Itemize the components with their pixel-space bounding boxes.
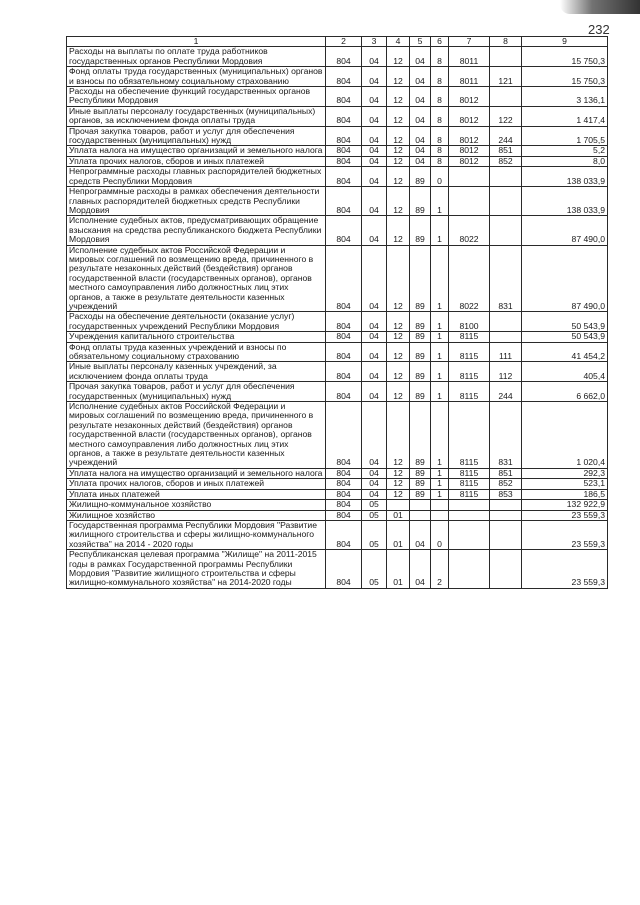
expense-name: Жилищно-коммунальное хозяйство xyxy=(67,500,326,510)
target-article-code: 8115 xyxy=(449,489,490,499)
subsection-code: 12 xyxy=(387,146,410,156)
subsection-code: 12 xyxy=(387,312,410,332)
table-row xyxy=(67,126,608,146)
table-row xyxy=(67,87,608,107)
ministry-code: 804 xyxy=(326,187,362,216)
subsection-code: 12 xyxy=(387,489,410,499)
table-row xyxy=(67,402,608,469)
program-code: 89 xyxy=(410,382,431,402)
section-code: 04 xyxy=(362,342,387,362)
program-code: 04 xyxy=(410,67,431,87)
section-code: 04 xyxy=(362,382,387,402)
table-row xyxy=(67,342,608,362)
amount: 15 750,3 xyxy=(522,67,608,87)
subprogram-code: 8 xyxy=(431,126,449,146)
ministry-code: 804 xyxy=(326,479,362,489)
target-article-code: 8115 xyxy=(449,332,490,342)
expense-type-code xyxy=(490,87,522,107)
subprogram-code: 1 xyxy=(431,332,449,342)
program-code: 89 xyxy=(410,468,431,478)
table-row xyxy=(67,156,608,166)
section-code: 05 xyxy=(362,500,387,510)
subsection-code: 01 xyxy=(387,550,410,589)
ministry-code: 804 xyxy=(326,216,362,245)
subprogram-code: 1 xyxy=(431,402,449,469)
expense-name: Жилищное хозяйство xyxy=(67,510,326,520)
target-article-code: 8115 xyxy=(449,362,490,382)
subsection-code: 12 xyxy=(387,187,410,216)
amount: 50 543,9 xyxy=(522,312,608,332)
expense-name: Учреждения капитального строительства xyxy=(67,332,326,342)
section-code: 04 xyxy=(362,106,387,126)
table-row xyxy=(67,362,608,382)
table-row xyxy=(67,312,608,332)
budget-table xyxy=(66,36,608,589)
table-row xyxy=(67,520,608,549)
subsection-code: 12 xyxy=(387,87,410,107)
ministry-code: 804 xyxy=(326,510,362,520)
program-code: 89 xyxy=(410,479,431,489)
ministry-code: 804 xyxy=(326,332,362,342)
program-code: 04 xyxy=(410,106,431,126)
ministry-code: 804 xyxy=(326,67,362,87)
section-code: 04 xyxy=(362,216,387,245)
section-code: 04 xyxy=(362,146,387,156)
target-article-code: 8012 xyxy=(449,126,490,146)
amount: 23 559,3 xyxy=(522,550,608,589)
expense-name: Уплата прочих налогов, сборов и иных платежей xyxy=(67,479,326,489)
ministry-code: 804 xyxy=(326,468,362,478)
expense-type-code: 852 xyxy=(490,479,522,489)
subprogram-code: 8 xyxy=(431,87,449,107)
amount: 6 662,0 xyxy=(522,382,608,402)
target-article-code: 8115 xyxy=(449,382,490,402)
amount: 405,4 xyxy=(522,362,608,382)
subprogram-code: 1 xyxy=(431,187,449,216)
column-header: 1 xyxy=(67,37,326,47)
amount: 186,5 xyxy=(522,489,608,499)
section-code: 04 xyxy=(362,402,387,469)
subprogram-code xyxy=(431,500,449,510)
amount: 523,1 xyxy=(522,479,608,489)
ministry-code: 804 xyxy=(326,156,362,166)
subsection-code: 12 xyxy=(387,468,410,478)
program-code: 89 xyxy=(410,489,431,499)
expense-name: Исполнение судебных актов Российской Федерации и мировых соглашений по возмещению вреда, причиненного в результате незаконных действий (бездействия) органов государственной власти (государственных органов), органов местного самоуправления либо должностных лиц этих органов, а также в результате деятельности казенных учреждений xyxy=(67,245,326,312)
program-code: 04 xyxy=(410,520,431,549)
table-row xyxy=(67,216,608,245)
expense-type-code xyxy=(490,187,522,216)
target-article-code xyxy=(449,550,490,589)
subsection-code: 12 xyxy=(387,332,410,342)
expense-type-code: 853 xyxy=(490,489,522,499)
section-code: 04 xyxy=(362,245,387,312)
section-code: 04 xyxy=(362,468,387,478)
amount: 87 490,0 xyxy=(522,216,608,245)
expense-name: Прочая закупка товаров, работ и услуг для обеспечения государственных (муниципальных) нужд xyxy=(67,126,326,146)
ministry-code: 804 xyxy=(326,87,362,107)
target-article-code xyxy=(449,167,490,187)
expense-name: Фонд оплаты труда казенных учреждений и взносы по обязательному социальному страхованию xyxy=(67,342,326,362)
target-article-code xyxy=(449,187,490,216)
ministry-code: 804 xyxy=(326,520,362,549)
expense-name: Расходы на обеспечение деятельности (оказание услуг) государственных учреждений Республики Мордовия xyxy=(67,312,326,332)
expense-name: Уплата иных платежей xyxy=(67,489,326,499)
section-code: 04 xyxy=(362,479,387,489)
target-article-code: 8012 xyxy=(449,146,490,156)
subsection-code: 12 xyxy=(387,402,410,469)
subprogram-code: 1 xyxy=(431,216,449,245)
subsection-code: 12 xyxy=(387,216,410,245)
ministry-code: 804 xyxy=(326,382,362,402)
page-number: 232 xyxy=(588,22,610,37)
subsection-code: 12 xyxy=(387,479,410,489)
column-header: 8 xyxy=(490,37,522,47)
section-code: 04 xyxy=(362,332,387,342)
column-header: 3 xyxy=(362,37,387,47)
section-code: 04 xyxy=(362,156,387,166)
column-header: 4 xyxy=(387,37,410,47)
expense-type-code: 852 xyxy=(490,156,522,166)
program-code: 89 xyxy=(410,402,431,469)
column-header: 5 xyxy=(410,37,431,47)
subprogram-code: 1 xyxy=(431,489,449,499)
expense-name: Республиканская целевая программа "Жилище" на 2011-2015 годы в рамках Государственной программы Республики Мордовия "Развитие жилищного строительства и сферы жилищно-коммунального хозяйства" на 2014-2020 годы xyxy=(67,550,326,589)
section-code: 04 xyxy=(362,67,387,87)
subsection-code: 01 xyxy=(387,520,410,549)
amount: 5,2 xyxy=(522,146,608,156)
column-header: 7 xyxy=(449,37,490,47)
expense-type-code xyxy=(490,500,522,510)
subprogram-code: 1 xyxy=(431,342,449,362)
section-code: 04 xyxy=(362,489,387,499)
expense-name: Иные выплаты персоналу государственных (муниципальных) органов, за исключением фонда оплаты труда xyxy=(67,106,326,126)
expense-type-code xyxy=(490,47,522,67)
target-article-code: 8011 xyxy=(449,67,490,87)
expense-type-code xyxy=(490,520,522,549)
target-article-code: 8115 xyxy=(449,468,490,478)
expense-type-code: 851 xyxy=(490,146,522,156)
program-code: 89 xyxy=(410,216,431,245)
subsection-code: 12 xyxy=(387,382,410,402)
subsection-code: 12 xyxy=(387,156,410,166)
program-code: 04 xyxy=(410,47,431,67)
expense-name: Уплата налога на имущество организаций и земельного налога xyxy=(67,468,326,478)
subsection-code: 12 xyxy=(387,67,410,87)
amount: 138 033,9 xyxy=(522,167,608,187)
amount: 1 020,4 xyxy=(522,402,608,469)
table-row xyxy=(67,382,608,402)
subsection-code: 12 xyxy=(387,245,410,312)
amount: 23 559,3 xyxy=(522,520,608,549)
amount: 87 490,0 xyxy=(522,245,608,312)
scan-edge-mark xyxy=(560,0,640,14)
table-row xyxy=(67,106,608,126)
program-code: 89 xyxy=(410,167,431,187)
subsection-code: 01 xyxy=(387,510,410,520)
expense-name: Государственная программа Республики Мордовия "Развитие жилищного строительства и сферы жилищно-коммунального хозяйства" на 2014 - 2020 годы xyxy=(67,520,326,549)
amount: 50 543,9 xyxy=(522,332,608,342)
expense-name: Фонд оплаты труда государственных (муниципальных) органов и взносы по обязательному социальному страхованию xyxy=(67,67,326,87)
amount: 8,0 xyxy=(522,156,608,166)
amount: 41 454,2 xyxy=(522,342,608,362)
expense-type-code: 244 xyxy=(490,126,522,146)
expense-type-code: 851 xyxy=(490,468,522,478)
section-code: 04 xyxy=(362,126,387,146)
subsection-code xyxy=(387,500,410,510)
table-row xyxy=(67,146,608,156)
ministry-code: 804 xyxy=(326,167,362,187)
subsection-code: 12 xyxy=(387,106,410,126)
subprogram-code: 0 xyxy=(431,520,449,549)
ministry-code: 804 xyxy=(326,245,362,312)
column-header: 2 xyxy=(326,37,362,47)
expense-name: Иные выплаты персоналу казенных учреждений, за исключением фонда оплаты труда xyxy=(67,362,326,382)
expense-name: Расходы на выплаты по оплате труда работников государственных органов Республики Мордовия xyxy=(67,47,326,67)
subprogram-code: 2 xyxy=(431,550,449,589)
program-code: 04 xyxy=(410,156,431,166)
expense-type-code xyxy=(490,312,522,332)
amount: 138 033,9 xyxy=(522,187,608,216)
expense-name: Уплата прочих налогов, сборов и иных платежей xyxy=(67,156,326,166)
section-code: 05 xyxy=(362,520,387,549)
expense-type-code: 121 xyxy=(490,67,522,87)
target-article-code: 8115 xyxy=(449,479,490,489)
target-article-code xyxy=(449,520,490,549)
subsection-code: 12 xyxy=(387,342,410,362)
subsection-code: 12 xyxy=(387,126,410,146)
amount: 3 136,1 xyxy=(522,87,608,107)
table-row xyxy=(67,332,608,342)
amount: 292,3 xyxy=(522,468,608,478)
ministry-code: 804 xyxy=(326,146,362,156)
section-code: 04 xyxy=(362,312,387,332)
target-article-code xyxy=(449,510,490,520)
ministry-code: 804 xyxy=(326,47,362,67)
table-row xyxy=(67,167,608,187)
table-row xyxy=(67,489,608,499)
target-article-code: 8012 xyxy=(449,106,490,126)
program-code: 89 xyxy=(410,245,431,312)
program-code: 04 xyxy=(410,146,431,156)
ministry-code: 804 xyxy=(326,362,362,382)
expense-type-code: 831 xyxy=(490,402,522,469)
target-article-code: 8022 xyxy=(449,216,490,245)
section-code: 04 xyxy=(362,87,387,107)
program-code xyxy=(410,510,431,520)
expense-type-code xyxy=(490,216,522,245)
expense-type-code xyxy=(490,167,522,187)
column-number-row xyxy=(67,37,608,47)
target-article-code: 8012 xyxy=(449,87,490,107)
table-row xyxy=(67,245,608,312)
expense-name: Прочая закупка товаров, работ и услуг для обеспечения государственных (муниципальных) нужд xyxy=(67,382,326,402)
section-code: 05 xyxy=(362,550,387,589)
expense-name: Уплата налога на имущество организаций и земельного налога xyxy=(67,146,326,156)
subprogram-code xyxy=(431,510,449,520)
subprogram-code: 8 xyxy=(431,106,449,126)
expense-name: Непрограммные расходы главных распорядителей бюджетных средств Республики Мордовия xyxy=(67,167,326,187)
table-row xyxy=(67,550,608,589)
program-code: 89 xyxy=(410,342,431,362)
target-article-code: 8012 xyxy=(449,156,490,166)
program-code: 89 xyxy=(410,332,431,342)
expense-type-code xyxy=(490,510,522,520)
program-code: 04 xyxy=(410,87,431,107)
section-code: 04 xyxy=(362,47,387,67)
table-row xyxy=(67,67,608,87)
target-article-code: 8115 xyxy=(449,402,490,469)
column-header: 6 xyxy=(431,37,449,47)
target-article-code xyxy=(449,500,490,510)
section-code: 04 xyxy=(362,167,387,187)
program-code: 89 xyxy=(410,362,431,382)
ministry-code: 804 xyxy=(326,312,362,332)
subsection-code: 12 xyxy=(387,47,410,67)
subprogram-code: 8 xyxy=(431,146,449,156)
expense-type-code: 244 xyxy=(490,382,522,402)
ministry-code: 804 xyxy=(326,550,362,589)
expense-name: Расходы на обеспечение функций государственных органов Республики Мордовия xyxy=(67,87,326,107)
subprogram-code: 1 xyxy=(431,468,449,478)
subprogram-code: 8 xyxy=(431,67,449,87)
expense-type-code xyxy=(490,550,522,589)
target-article-code: 8022 xyxy=(449,245,490,312)
amount: 1 705,5 xyxy=(522,126,608,146)
program-code: 89 xyxy=(410,312,431,332)
subprogram-code: 1 xyxy=(431,362,449,382)
subprogram-code: 1 xyxy=(431,245,449,312)
program-code: 89 xyxy=(410,187,431,216)
section-code: 05 xyxy=(362,510,387,520)
ministry-code: 804 xyxy=(326,106,362,126)
expense-type-code xyxy=(490,332,522,342)
ministry-code: 804 xyxy=(326,500,362,510)
amount: 1 417,4 xyxy=(522,106,608,126)
column-header: 9 xyxy=(522,37,608,47)
expense-type-code: 122 xyxy=(490,106,522,126)
target-article-code: 8011 xyxy=(449,47,490,67)
expense-name: Исполнение судебных актов Российской Федерации и мировых соглашений по возмещению вреда, причиненного в результате незаконных действий (бездействия) органов государственной власти (государственных органов), органов местного самоуправления либо должностных лиц этих органов, а также в результате деятельности казенных учреждений xyxy=(67,402,326,469)
ministry-code: 804 xyxy=(326,126,362,146)
table-row xyxy=(67,468,608,478)
expense-type-code: 112 xyxy=(490,362,522,382)
subprogram-code: 1 xyxy=(431,382,449,402)
subprogram-code: 8 xyxy=(431,156,449,166)
target-article-code: 8100 xyxy=(449,312,490,332)
expense-type-code: 111 xyxy=(490,342,522,362)
expense-name: Непрограммные расходы в рамках обеспечения деятельности главных распорядителей бюджетных средств Республики Мордовия xyxy=(67,187,326,216)
expense-type-code: 831 xyxy=(490,245,522,312)
table-row xyxy=(67,479,608,489)
table-row xyxy=(67,187,608,216)
subprogram-code: 1 xyxy=(431,479,449,489)
amount: 132 922,9 xyxy=(522,500,608,510)
ministry-code: 804 xyxy=(326,342,362,362)
subsection-code: 12 xyxy=(387,362,410,382)
amount: 23 559,3 xyxy=(522,510,608,520)
amount: 15 750,3 xyxy=(522,47,608,67)
program-code xyxy=(410,500,431,510)
table-row xyxy=(67,500,608,510)
ministry-code: 804 xyxy=(326,489,362,499)
subsection-code: 12 xyxy=(387,167,410,187)
expense-name: Исполнение судебных актов, предусматривающих обращение взыскания на средства республиканского бюджета Республики Мордовия xyxy=(67,216,326,245)
target-article-code: 8115 xyxy=(449,342,490,362)
table-row xyxy=(67,47,608,67)
table-row xyxy=(67,510,608,520)
section-code: 04 xyxy=(362,187,387,216)
program-code: 04 xyxy=(410,126,431,146)
section-code: 04 xyxy=(362,362,387,382)
subprogram-code: 8 xyxy=(431,47,449,67)
subprogram-code: 0 xyxy=(431,167,449,187)
subprogram-code: 1 xyxy=(431,312,449,332)
program-code: 04 xyxy=(410,550,431,589)
ministry-code: 804 xyxy=(326,402,362,469)
